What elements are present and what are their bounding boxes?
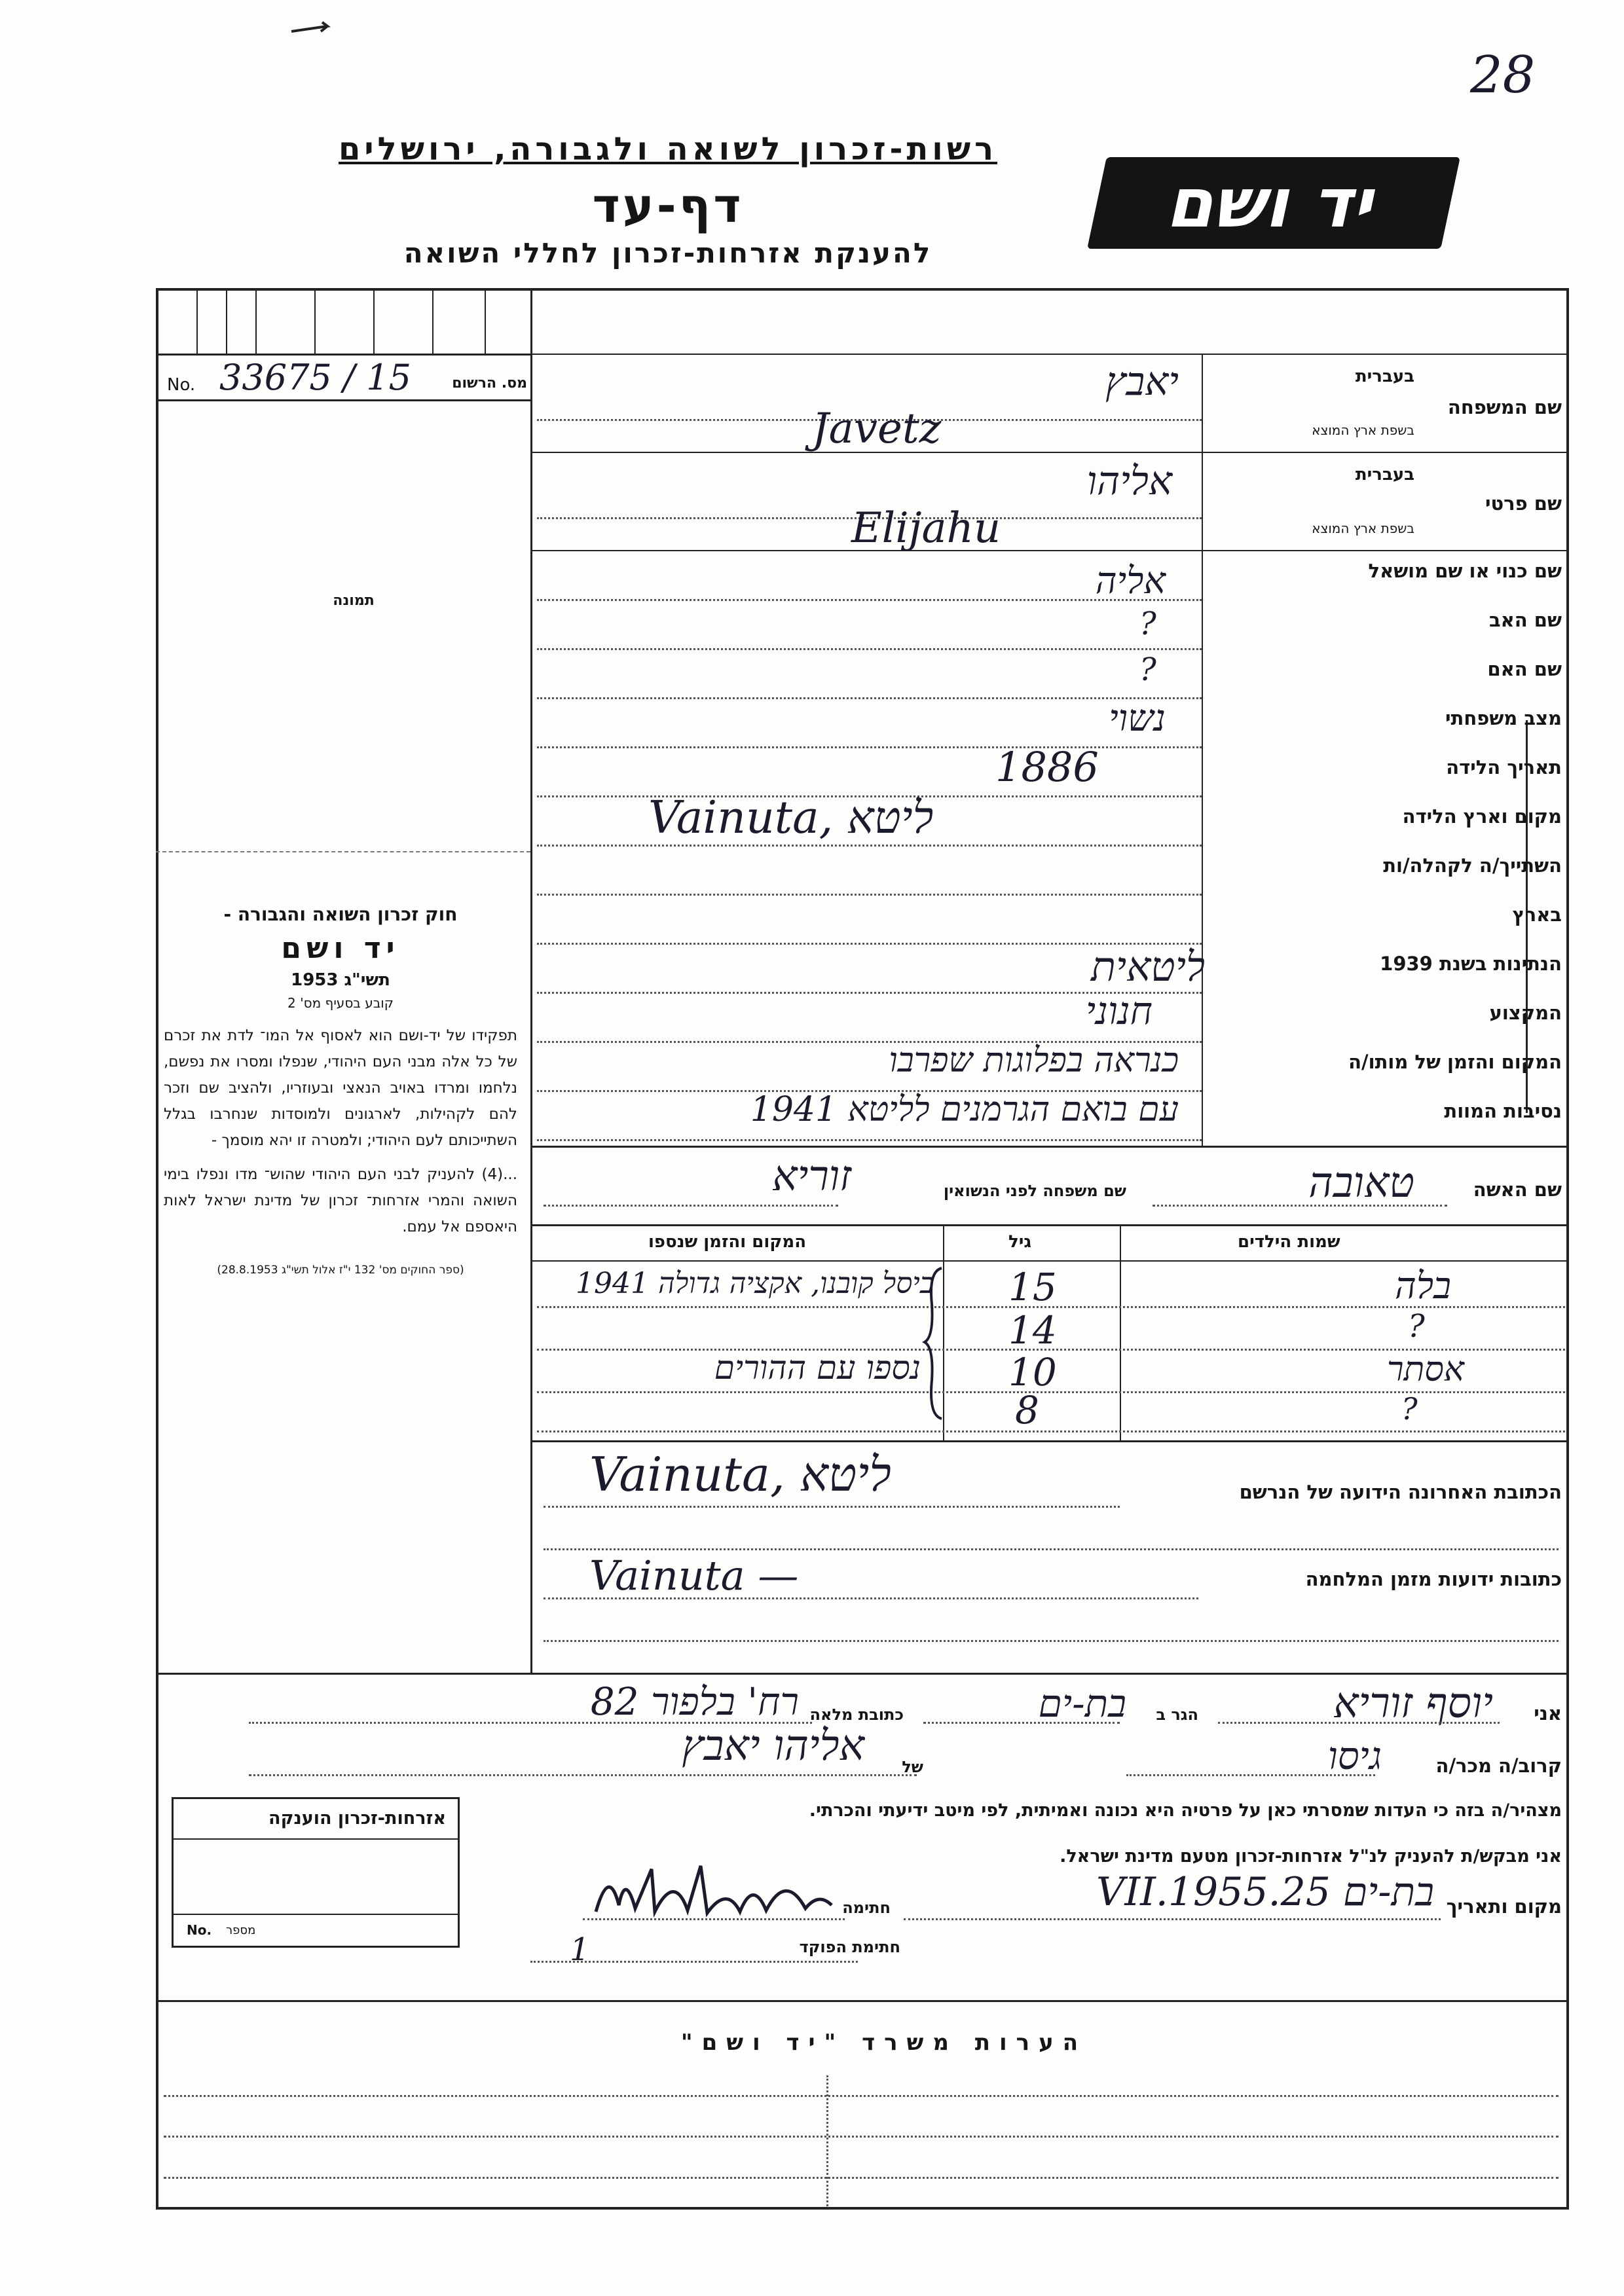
death-value: כנראה בפלוגות שפרבו — [889, 1041, 1179, 1080]
first-name-he-value: אליהו — [1086, 458, 1172, 504]
form-title: דף-עד — [592, 178, 744, 233]
first-name-latin-value: Elijahu — [851, 504, 1001, 553]
witness-of-name: אליהו יאבץ — [682, 1722, 864, 1770]
family-name-he-value: יאבץ — [1105, 359, 1179, 405]
children-brace — [922, 1265, 948, 1422]
citizenship-granted-box — [172, 1797, 460, 1948]
corner-mark — [288, 20, 341, 39]
father-label: שם האב — [1488, 609, 1562, 631]
witness-resides-label: הגר ב — [1156, 1705, 1198, 1724]
marital-value: נשוי — [1109, 697, 1166, 740]
child-3-age: 10 — [1008, 1350, 1057, 1394]
citizenship-box-no-en: No. — [187, 1922, 212, 1938]
birth-date-label: תאריך הלידה — [1446, 756, 1562, 778]
law-title: חוק זכרון השואה והגבורה - — [223, 903, 458, 925]
witness-relation: גיסו — [1327, 1734, 1382, 1778]
child-2-name: ? — [1408, 1308, 1425, 1345]
law-reference: (ספר החוקים מס' 132 י"ז אלול תשי"ג 28.8.1953) — [217, 1264, 464, 1277]
form-subtitle: להענקת אזרחות-זכרון לחללי השואה — [403, 237, 932, 269]
citizenship-box-title: אזרחות-זכרון הוענקה — [268, 1808, 446, 1829]
child-1-name: בלה — [1395, 1265, 1451, 1307]
witness-address: רח' בלפור 82 — [590, 1679, 799, 1724]
child-3-place: נספו עם ההורים — [714, 1349, 921, 1387]
place-date-value: בת-ים 25.VII.1955 — [1096, 1869, 1434, 1915]
community-label: השתייך/ה לקהלה/ות — [1383, 854, 1562, 877]
birth-date-value: 1886 — [995, 743, 1099, 791]
law-block — [164, 903, 517, 1277]
death-circumstances-label: נסיבות המוות — [1444, 1100, 1562, 1122]
wartime-address-value: Vainuta — — [589, 1552, 799, 1599]
child-2-age: 14 — [1008, 1308, 1057, 1353]
witness-ani-label: אני — [1534, 1702, 1562, 1724]
mother-label: שם האם — [1487, 658, 1562, 680]
witness-declaration: מצהיר/ה בזה כי העדות שמסרתי כאן על פרטיה היא נכונה ואמיתית, לפי מיטב ידיעתי והכרתי. — [809, 1800, 1562, 1821]
registration-label-en: No. — [167, 375, 196, 395]
father-value: ? — [1139, 606, 1156, 642]
witness-name: יוסף זוריא — [1333, 1679, 1493, 1728]
last-address-value: Vainuta, ליטא — [589, 1447, 891, 1502]
first-name-he-label: בעברית — [1355, 465, 1414, 484]
wife-maiden-label: שם משפחה לפני הנשואין — [943, 1182, 1126, 1200]
official-mark: 1 — [570, 1931, 590, 1968]
first-name-label: שם פרטי — [1485, 492, 1562, 515]
registration-value: 33675 / 15 — [219, 357, 412, 398]
witness-relative-label: קרוב/ה מכר/ה — [1435, 1755, 1562, 1777]
mother-value: ? — [1139, 651, 1156, 688]
witness-request: אני מבקש/ת להעניק לנ"ל אזרחות-זכרון מטעם מדינת ישראל. — [1060, 1846, 1562, 1867]
witness-of-label: של — [902, 1758, 923, 1776]
citizenship-value: ליטאית — [1091, 943, 1205, 991]
children-col-age: גיל — [1008, 1232, 1032, 1252]
profession-label: המקצוע — [1489, 1002, 1562, 1024]
nickname-label: שם כנוי או שם מושאל — [1368, 560, 1562, 582]
family-name-label: שם המשפחה — [1447, 396, 1562, 418]
country-label: בארץ — [1512, 903, 1562, 926]
death-label: המקום והזמן של מותו/ה — [1348, 1051, 1562, 1073]
marital-label: מצב משפחתי — [1445, 707, 1562, 729]
citizenship-label: הנתינות בשנת 1939 — [1380, 953, 1562, 975]
page-number: 28 — [1470, 46, 1536, 105]
wife-label: שם האשה — [1473, 1178, 1562, 1201]
law-name: יד ושם — [281, 932, 400, 965]
death-circumstances-value: עם בואם הגרמנים לליטא 1941 — [750, 1090, 1179, 1129]
child-3-name: אסתר — [1386, 1350, 1464, 1389]
official-signature-label: חתימת הפוקד — [799, 1938, 900, 1956]
citizenship-box-no-he: מספר — [226, 1923, 256, 1937]
wartime-address-label: כתובות ידועות מזמן המלחמה — [1305, 1568, 1562, 1590]
profession-value: חנוני — [1085, 989, 1153, 1033]
child-1-age: 15 — [1008, 1265, 1057, 1309]
wife-first-name: טאובה — [1308, 1159, 1414, 1207]
wife-maiden-name: זוריא — [772, 1152, 851, 1201]
family-name-he-label: בעברית — [1355, 367, 1414, 386]
office-notes-title: הערות משרד "יד ושם" — [680, 2030, 1088, 2056]
law-year: תשי"ג 1953 — [291, 970, 390, 990]
registration-label-he: מס. הרשום — [452, 375, 527, 392]
family-name-latin-label: בשפת ארץ המוצא — [1312, 422, 1414, 438]
authority-line: רשות-זכרון לשואה ולגבורה, ירושלים — [338, 131, 998, 168]
child-4-age: 8 — [1015, 1388, 1039, 1432]
law-text-1: תפקידו של יד-ושם הוא לאסוף אל המו־ לדת את זכרם של כל אלה מבני העם היהודי, שנפלו ומסרו את נפשם, נלחמו ומרדו באויב הנאצי ובעוזריו, ולהציב שם וזכר להם לקהילות, לארגונים ולמוסדות שנחרבו בגלל השתייכותם לעם היהודי; ולמטרה זו יהא מוסמך - — [164, 1027, 517, 1149]
registration-number — [167, 357, 527, 398]
logo-text: יד ושם — [1162, 163, 1386, 243]
place-date-label: מקום ותאריך — [1446, 1895, 1562, 1918]
birth-place-value: Vainuta, ליטא — [648, 792, 934, 844]
law-section: קובע בסעיף מס' 2 — [287, 995, 394, 1011]
child-1-place: ביסל קובנו, אקציה גדולה 1941 — [575, 1267, 934, 1300]
witness-city: בת-ים — [1038, 1681, 1126, 1726]
witness-address-label: כתובת מלאה — [809, 1705, 904, 1724]
first-name-latin-label: בשפת ארץ המוצא — [1312, 520, 1414, 536]
witness-signature — [589, 1859, 838, 1925]
last-address-label: הכתובת האחרונה הידועה של הנרשם — [1239, 1481, 1562, 1503]
children-col-place: המקום והזמן שנספו — [648, 1232, 807, 1252]
yad-vashem-logo — [1087, 157, 1460, 249]
nickname-value: אליה — [1095, 560, 1166, 602]
signature-label: חתימה — [842, 1899, 891, 1917]
birth-place-label: מקום וארץ הלידה — [1402, 805, 1562, 828]
law-text-2: ...(4) להעניק לבני העם היהודי שהוש־ מדו ונפלו בימי השואה והמרי אזרחות־ זכרון של מדינת ישראל לאות היאספם אל עמם. — [164, 1166, 517, 1235]
children-col-names: שמות הילדים — [1238, 1232, 1340, 1252]
children-table — [530, 1224, 1569, 1440]
family-name-latin-value: Javetz — [812, 405, 942, 453]
child-4-name: ? — [1401, 1391, 1418, 1427]
photo-label: תמונה — [333, 592, 375, 609]
